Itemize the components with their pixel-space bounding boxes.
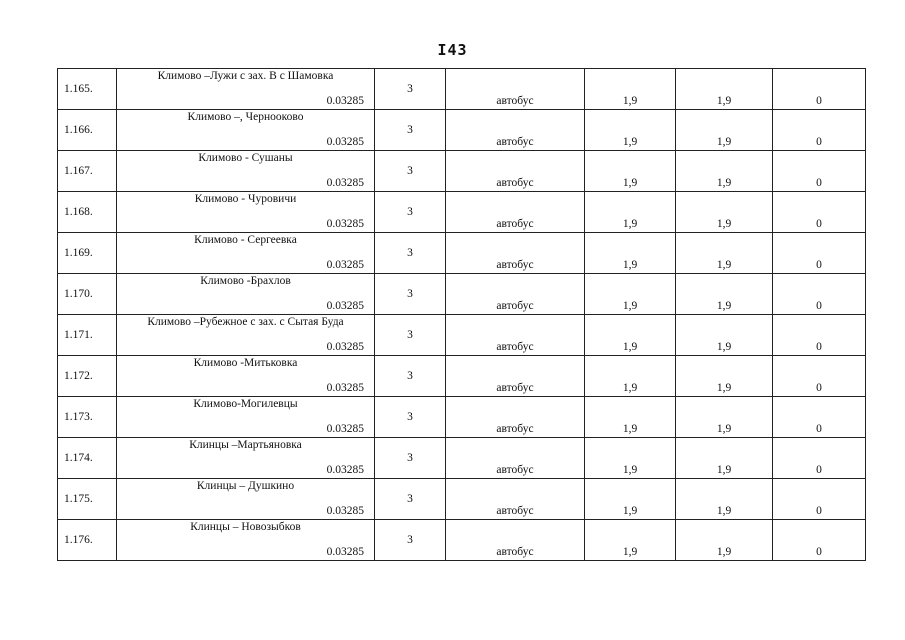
row-number-cell (58, 315, 117, 356)
transport-type: автобус (496, 464, 534, 476)
distance-value: 0.03285 (326, 218, 364, 230)
value-c-cell (773, 110, 866, 151)
value-a-cell (585, 233, 676, 274)
row-number-cell (58, 397, 117, 438)
transport-type: автобус (496, 177, 534, 189)
distance-value: 0.03285 (326, 136, 364, 148)
value-a: 1,9 (622, 218, 638, 230)
transport-type-cell (446, 110, 585, 151)
transport-type: автобус (496, 341, 534, 353)
row-number-cell (58, 233, 117, 274)
value-c-cell (773, 233, 866, 274)
row-number-cell (58, 69, 117, 110)
value-b: 1,9 (716, 300, 732, 312)
route-name-cell (117, 110, 307, 151)
value-b: 1,9 (716, 423, 732, 435)
value-a: 1,9 (622, 464, 638, 476)
value-b-cell (676, 233, 773, 274)
transport-type: автобус (496, 218, 534, 230)
distance-cell (306, 397, 375, 438)
row-number: 1.176. (64, 534, 93, 546)
transport-type: автобус (496, 546, 534, 558)
value-c: 0 (816, 95, 822, 107)
value-b-cell (676, 151, 773, 192)
frequency-value: 3 (407, 288, 413, 300)
distance-cell (306, 520, 375, 561)
value-b: 1,9 (716, 464, 732, 476)
frequency-cell (375, 315, 446, 356)
value-a-cell (585, 151, 676, 192)
table-row (58, 315, 866, 356)
route-name: Климово - Сушаны (198, 152, 293, 164)
route-name-cell (117, 479, 307, 520)
transport-type: автобус (496, 259, 534, 271)
frequency-value: 3 (407, 247, 413, 259)
row-number: 1.174. (64, 452, 93, 464)
value-c: 0 (816, 218, 822, 230)
value-b-cell (676, 315, 773, 356)
value-a: 1,9 (622, 505, 638, 517)
transport-type: автобус (496, 300, 534, 312)
route-name-cell (117, 274, 307, 315)
value-b-cell (676, 192, 773, 233)
route-name: Климово -Митьковка (193, 357, 298, 369)
transport-type-cell (446, 151, 585, 192)
value-b: 1,9 (716, 546, 732, 558)
transport-type-cell (446, 315, 585, 356)
value-a-cell (585, 479, 676, 520)
route-name-cell (117, 192, 307, 233)
frequency-value: 3 (407, 493, 413, 505)
value-a-cell (585, 315, 676, 356)
distance-value: 0.03285 (326, 177, 364, 189)
transport-type-cell (446, 233, 585, 274)
value-a-cell (585, 69, 676, 110)
table-row (58, 520, 866, 561)
row-number: 1.173. (64, 411, 93, 423)
value-c: 0 (816, 259, 822, 271)
value-a: 1,9 (622, 300, 638, 312)
value-c: 0 (816, 505, 822, 517)
value-c: 0 (816, 423, 822, 435)
frequency-value: 3 (407, 124, 413, 136)
frequency-cell (375, 397, 446, 438)
frequency-value: 3 (407, 452, 413, 464)
distance-value: 0.03285 (326, 546, 364, 558)
distance-value: 0.03285 (326, 423, 364, 435)
transport-type-cell (446, 192, 585, 233)
row-number: 1.175. (64, 493, 93, 505)
route-name: Климово –, Чернооково (187, 111, 304, 123)
value-b-cell (676, 438, 773, 479)
row-number: 1.172. (64, 370, 93, 382)
table-row (58, 192, 866, 233)
route-name: Клинцы – Новозыбков (190, 521, 301, 533)
route-name: Клинцы – Душкино (196, 480, 295, 492)
route-name-cell (117, 438, 307, 479)
route-name-cell (117, 520, 307, 561)
row-number-cell (58, 151, 117, 192)
distance-value: 0.03285 (326, 382, 364, 394)
row-number-cell (58, 110, 117, 151)
table-row (58, 69, 866, 110)
row-number: 1.166. (64, 124, 93, 136)
route-name: Климово - Сергеевка (194, 234, 297, 246)
distance-cell (306, 69, 375, 110)
transport-type-cell (446, 69, 585, 110)
value-b: 1,9 (716, 218, 732, 230)
transport-type: автобус (496, 382, 534, 394)
route-name-cell (117, 233, 307, 274)
route-name: Климово –Лужи с зах. В с Шамовка (157, 70, 334, 82)
distance-value: 0.03285 (326, 505, 364, 517)
value-c-cell (773, 438, 866, 479)
transport-type: автобус (496, 505, 534, 517)
value-c: 0 (816, 341, 822, 353)
frequency-cell (375, 69, 446, 110)
value-c-cell (773, 151, 866, 192)
frequency-cell (375, 233, 446, 274)
value-b-cell (676, 356, 773, 397)
transport-type: автобус (496, 95, 534, 107)
value-b: 1,9 (716, 341, 732, 353)
value-c: 0 (816, 382, 822, 394)
value-b-cell (676, 110, 773, 151)
transport-type: автобус (496, 136, 534, 148)
value-b: 1,9 (716, 259, 732, 271)
row-number-cell (58, 192, 117, 233)
value-b-cell (676, 479, 773, 520)
route-name-cell (117, 315, 344, 356)
row-number: 1.169. (64, 247, 93, 259)
table-row (58, 397, 866, 438)
value-c: 0 (816, 300, 822, 312)
distance-value: 0.03285 (326, 464, 364, 476)
frequency-value: 3 (407, 370, 413, 382)
transport-type-cell (446, 520, 585, 561)
distance-cell (306, 315, 375, 356)
row-number: 1.171. (64, 329, 93, 341)
distance-cell (306, 438, 375, 479)
value-b-cell (676, 69, 773, 110)
value-c: 0 (816, 546, 822, 558)
route-name-cell (117, 69, 334, 110)
distance-cell (306, 192, 375, 233)
value-a: 1,9 (622, 423, 638, 435)
row-number: 1.168. (64, 206, 93, 218)
value-b-cell (676, 520, 773, 561)
value-b: 1,9 (716, 505, 732, 517)
route-name-cell (117, 397, 307, 438)
value-a: 1,9 (622, 259, 638, 271)
value-a: 1,9 (622, 382, 638, 394)
frequency-cell (375, 110, 446, 151)
transport-type: автобус (496, 423, 534, 435)
row-number: 1.165. (64, 83, 93, 95)
value-c: 0 (816, 136, 822, 148)
transport-type-cell (446, 479, 585, 520)
route-name-cell (117, 356, 307, 397)
distance-cell (306, 479, 375, 520)
table-row (58, 479, 866, 520)
route-name-cell (117, 151, 307, 192)
frequency-cell (375, 274, 446, 315)
row-number-cell (58, 520, 117, 561)
transport-type-cell (446, 397, 585, 438)
value-c-cell (773, 520, 866, 561)
table-row (58, 151, 866, 192)
route-name: Климово -Брахлов (200, 275, 291, 287)
value-a-cell (585, 397, 676, 438)
transport-type-cell (446, 438, 585, 479)
distance-value: 0.03285 (326, 259, 364, 271)
distance-cell (306, 356, 375, 397)
value-a-cell (585, 356, 676, 397)
distance-cell (306, 110, 375, 151)
frequency-value: 3 (407, 411, 413, 423)
frequency-cell (375, 192, 446, 233)
distance-value: 0.03285 (326, 95, 364, 107)
value-c-cell (773, 192, 866, 233)
distance-cell (306, 274, 375, 315)
value-b-cell (676, 397, 773, 438)
row-number-cell (58, 479, 117, 520)
frequency-value: 3 (407, 329, 413, 341)
value-c: 0 (816, 177, 822, 189)
route-name: Климово-Могилевцы (193, 398, 298, 410)
value-c: 0 (816, 464, 822, 476)
value-b: 1,9 (716, 382, 732, 394)
frequency-cell (375, 479, 446, 520)
table-row (58, 356, 866, 397)
value-c-cell (773, 69, 866, 110)
distance-cell (306, 233, 375, 274)
value-a: 1,9 (622, 136, 638, 148)
frequency-cell (375, 438, 446, 479)
frequency-value: 3 (407, 206, 413, 218)
frequency-value: 3 (407, 165, 413, 177)
value-c-cell (773, 274, 866, 315)
frequency-cell (375, 356, 446, 397)
value-a: 1,9 (622, 177, 638, 189)
row-number-cell (58, 438, 117, 479)
distance-value: 0.03285 (326, 341, 364, 353)
route-name: Климово –Рубежное с зах. с Сытая Буда (147, 316, 344, 328)
table-row (58, 438, 866, 479)
distance-value: 0.03285 (326, 300, 364, 312)
value-a: 1,9 (622, 341, 638, 353)
distance-cell (306, 151, 375, 192)
value-c-cell (773, 356, 866, 397)
table-row (58, 233, 866, 274)
frequency-cell (375, 520, 446, 561)
row-number-cell (58, 356, 117, 397)
value-b: 1,9 (716, 95, 732, 107)
value-a-cell (585, 438, 676, 479)
transport-type-cell (446, 274, 585, 315)
value-b: 1,9 (716, 136, 732, 148)
value-a-cell (585, 274, 676, 315)
row-number-cell (58, 274, 117, 315)
page-number: I43 (437, 41, 468, 59)
value-a-cell (585, 110, 676, 151)
value-a: 1,9 (622, 95, 638, 107)
frequency-value: 3 (407, 83, 413, 95)
route-name: Климово - Чуровичи (194, 193, 297, 205)
routes-table-body (58, 69, 866, 561)
value-c-cell (773, 479, 866, 520)
row-number: 1.170. (64, 288, 93, 300)
table-row (58, 110, 866, 151)
value-a: 1,9 (622, 546, 638, 558)
value-c-cell (773, 397, 866, 438)
value-a-cell (585, 520, 676, 561)
value-b: 1,9 (716, 177, 732, 189)
row-number: 1.167. (64, 165, 93, 177)
frequency-cell (375, 151, 446, 192)
table-row (58, 274, 866, 315)
route-name: Клинцы –Мартьяновка (189, 439, 302, 451)
frequency-value: 3 (407, 534, 413, 546)
routes-table (57, 68, 866, 561)
value-a-cell (585, 192, 676, 233)
value-c-cell (773, 315, 866, 356)
value-b-cell (676, 274, 773, 315)
transport-type-cell (446, 356, 585, 397)
